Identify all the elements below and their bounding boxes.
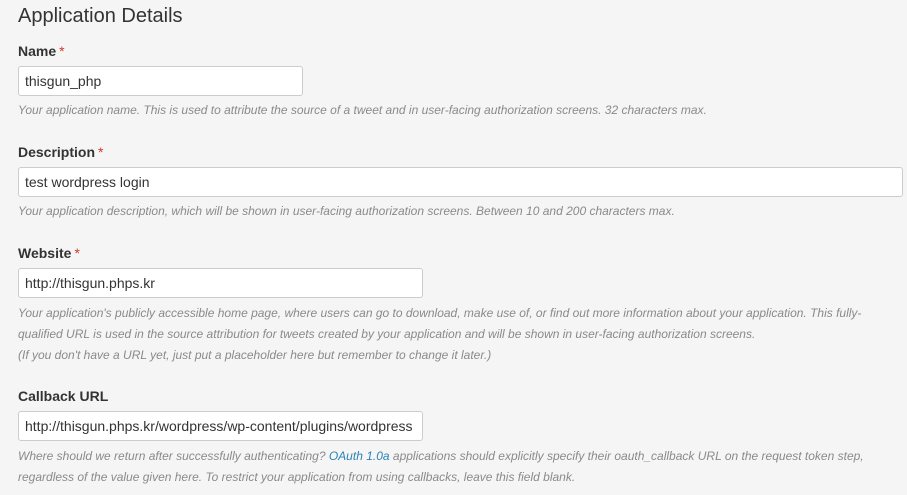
description-input[interactable] <box>18 167 903 197</box>
description-label: Description * <box>18 144 104 160</box>
name-help-text: Your application name. This is used to attribute the source of a tweet and in user-facing authorization screens. 32 characters max. <box>18 103 707 117</box>
website-help-description: Your application's publicly accessible home page, where users can go to download, make use of, or find out more information about your application. This fully-qualified URL is used in the source attribution for tweets created by your application and will be shown in user-facing authorization screens. <box>18 306 862 341</box>
description-field-group <box>18 143 907 218</box>
description-help-text: Your application description, which will be shown in user-facing authorization screens. Between 10 and 200 characters max. <box>18 204 675 218</box>
callback-help-text: Where should we return after successfully authenticating? OAuth 1.0a applications should explicitly specify their oauth_callback URL on the request token step, regardless of the value given here. To restrict your application from using callbacks, leave this field blank. <box>18 449 864 484</box>
oauth-link[interactable]: OAuth 1.0a <box>328 449 390 463</box>
website-help-note: (If you don't have a URL yet, just put a placeholder here but remember to change it later.) <box>18 348 492 362</box>
name-input[interactable] <box>18 66 303 96</box>
website-input[interactable] <box>18 268 423 298</box>
website-field-group <box>18 244 907 362</box>
website-help-text <box>18 303 893 366</box>
required-marker: * <box>98 144 104 160</box>
required-marker: * <box>59 43 65 59</box>
required-marker: * <box>74 245 80 261</box>
section-title: Application Details <box>18 5 183 27</box>
callback-label: Callback URL <box>18 388 109 404</box>
callback-field-group <box>18 387 907 484</box>
name-field-group <box>18 42 907 117</box>
website-label: Website * <box>18 245 80 261</box>
callback-url-input[interactable] <box>18 411 423 441</box>
name-label: Name * <box>18 43 65 59</box>
